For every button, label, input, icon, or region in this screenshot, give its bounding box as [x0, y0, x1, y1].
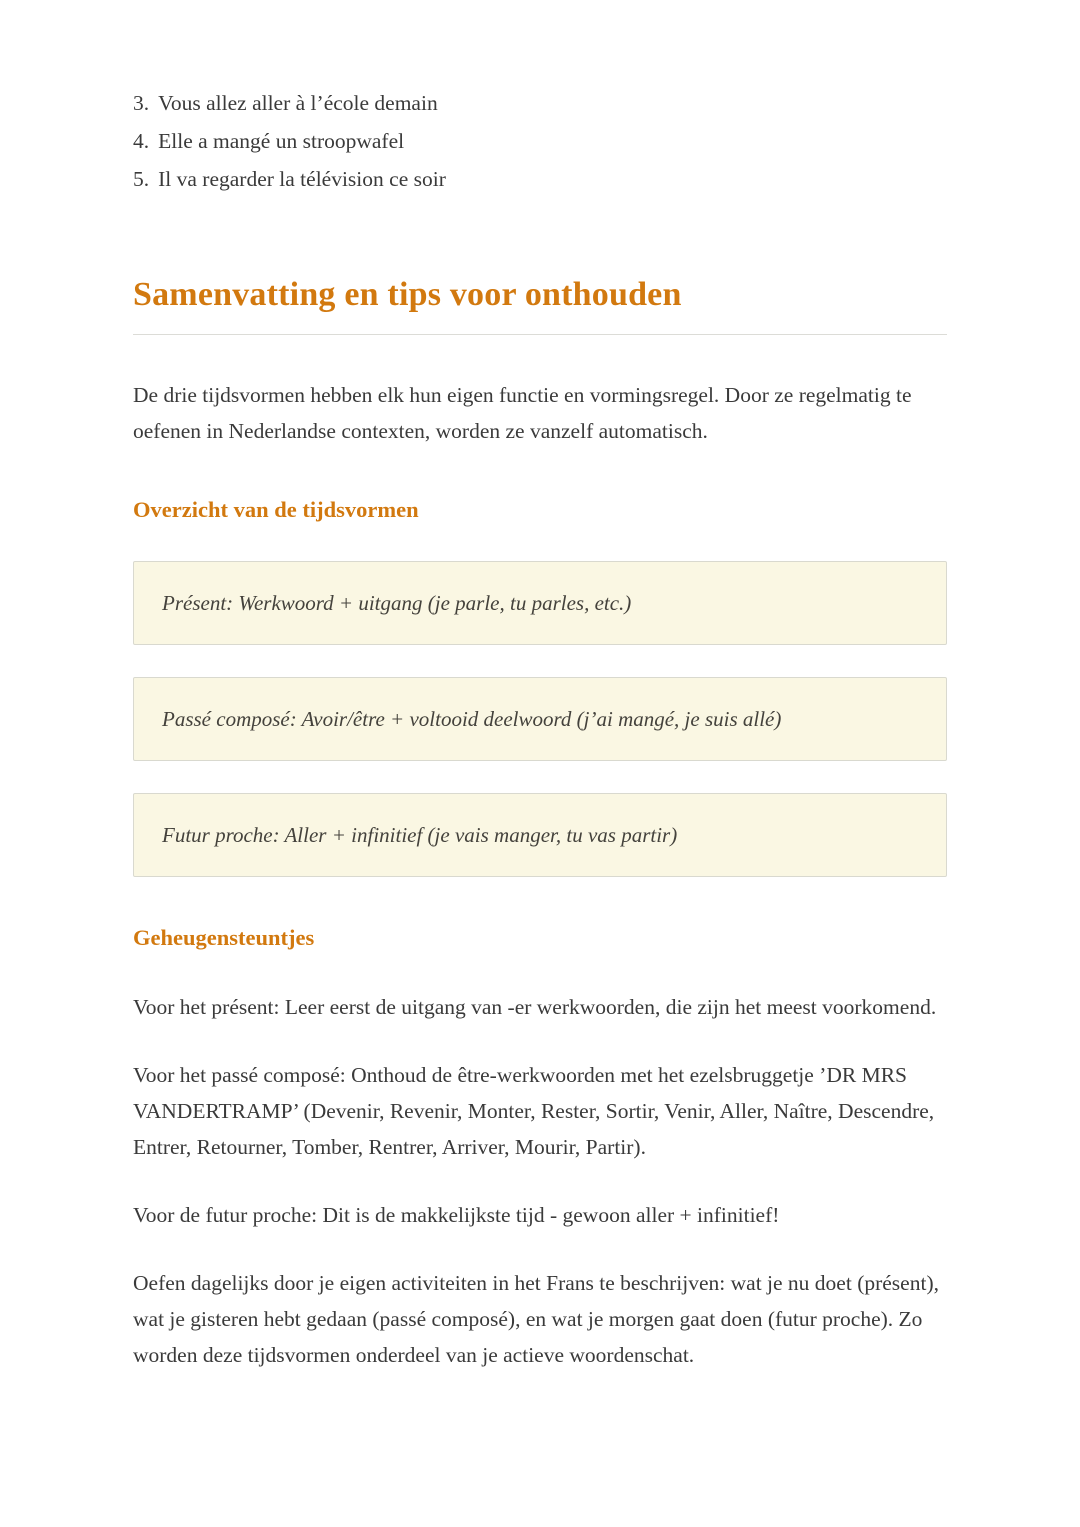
example-sentence-list [133, 84, 947, 198]
rule-box-futur-proche [133, 793, 947, 877]
rule-box-text: Futur proche: Aller + infinitief (je vais manger, tu vas partir) [162, 823, 678, 847]
rule-box-present [133, 561, 947, 645]
list-item-number: 4. [133, 129, 150, 153]
heading-divider [133, 334, 947, 335]
list-item-number: 3. [133, 91, 150, 115]
tip-paragraph: Voor de futur proche: Dit is de makkelijkste tijd - gewoon aller + infinitief! [133, 1203, 780, 1227]
list-item [133, 160, 947, 198]
list-item-number: 5. [133, 167, 150, 191]
tip-paragraph: Oefen dagelijks door je eigen activiteiten in het Frans te beschrijven: wat je nu doet (présent), wat je gisteren hebt gedaan (passé composé), en wat je morgen gaat doen (futur proche). Zo worden deze tijdsvormen onderdeel van je actieve woordenschat. [133, 1271, 939, 1367]
section-heading: Samenvatting en tips voor onthouden [133, 276, 682, 313]
rule-box-passe-compose [133, 677, 947, 761]
list-item-text: Il va regarder la télévision ce soir [158, 167, 446, 191]
subheading-overview: Overzicht van de tijdsvormen [133, 497, 419, 522]
list-item-text: Vous allez aller à l’école demain [158, 91, 438, 115]
list-item-text: Elle a mangé un stroopwafel [158, 129, 405, 153]
subheading-mnemonics: Geheugensteuntjes [133, 925, 315, 950]
tip-paragraph: Voor het passé composé: Onthoud de être-werkwoorden met het ezelsbruggetje ’DR MRS VANDERTRAMP’ (Devenir, Revenir, Monter, Rester, Sortir, Venir, Aller, Naître, Descendre, Entrer, Retourner, Tomber, Rentrer, Arriver, Mourir, Partir). [133, 1063, 935, 1159]
mnemonics-section [133, 989, 947, 1373]
rule-box-text: Présent: Werkwoord + uitgang (je parle, tu parles, etc.) [162, 591, 632, 615]
list-item [133, 84, 947, 122]
intro-paragraph: De drie tijdsvormen hebben elk hun eigen functie en vormingsregel. Door ze regelmatig te oefenen in Nederlandse contexten, worden ze vanzelf automatisch. [133, 383, 912, 443]
list-item [133, 122, 947, 160]
tip-paragraph: Voor het présent: Leer eerst de uitgang van -er werkwoorden, die zijn het meest voorkomend. [133, 995, 937, 1019]
rule-box-text: Passé composé: Avoir/être + voltooid deelwoord (j’ai mangé, je suis allé) [162, 707, 782, 731]
